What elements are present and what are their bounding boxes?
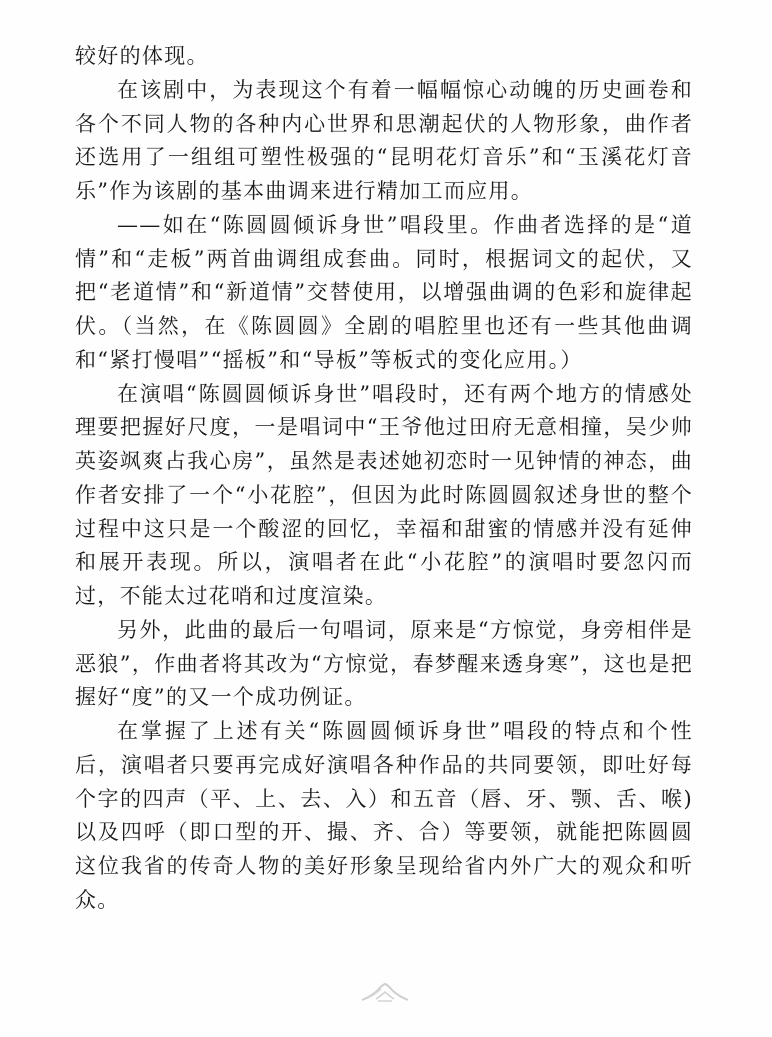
paragraph-2: 在该剧中，为表现这个有着一幅幅惊心动魄的历史画卷和各个不同人物的各种内心世界和思潮起伏的人物形象，曲作者还选用了一组组可塑性极强的“昆明花灯音乐”和“玉溪花灯音乐”作为该剧的基本曲调来进行精加工而应用。 xyxy=(75,77,693,203)
body-text xyxy=(75,40,693,918)
paragraph-5: 另外，此曲的最后一句唱词，原来是“方惊觉，身旁相伴是恶狼”，作曲者将其改为“方惊觉，春梦醒来透身寒”，这也是把握好“度”的又一个成功例证。 xyxy=(75,617,693,710)
paragraph-3: ——如在“陈圆圆倾诉身世”唱段里。作曲者选择的是“道情”和“走板”两首曲调组成套曲。同时，根据词文的起伏，又把“老道情”和“新道情”交替使用，以增强曲调的色彩和旋律起伏。（当然，在《陈圆圆》全剧的唱腔里也还有一些其他曲调和“紧打慢唱”“摇板”和“导板”等板式的变化应用。） xyxy=(75,212,693,372)
paragraph-6: 在掌握了上述有关“陈圆圆倾诉身世”唱段的特点和个性后，演唱者只要再完成好演唱各种作品的共同要领，即吐好每个字的四声（平、上、去、入）和五音（唇、牙、颚、舌、喉)以及四呼（即口型的开、撮、齐、合）等要领，就能把陈圆圆这位我省的传奇人物的美好形象呈现给省内外广大的观众和听众。 xyxy=(75,719,693,912)
paragraph-1: 较好的体现。 xyxy=(75,44,209,68)
mountain-ornament-icon xyxy=(360,982,410,1004)
paragraph-4: 在演唱“陈圆圆倾诉身世”唱段时，还有两个地方的情感处理要把握好尺度，一是唱词中“王爷他过田府无意相撞，吴少帅英姿飒爽占我心房”，虽然是表述她初恋时一见钟情的神态，曲作者安排了一个“小花腔”，但因为此时陈圆圆叙述身世的整个过程中这只是一个酸涩的回忆，幸福和甜蜜的情感并没有延伸和展开表现。所以，演唱者在此“小花腔”的演唱时要忽闪而过，不能太过花哨和过度渲染。 xyxy=(75,381,693,608)
